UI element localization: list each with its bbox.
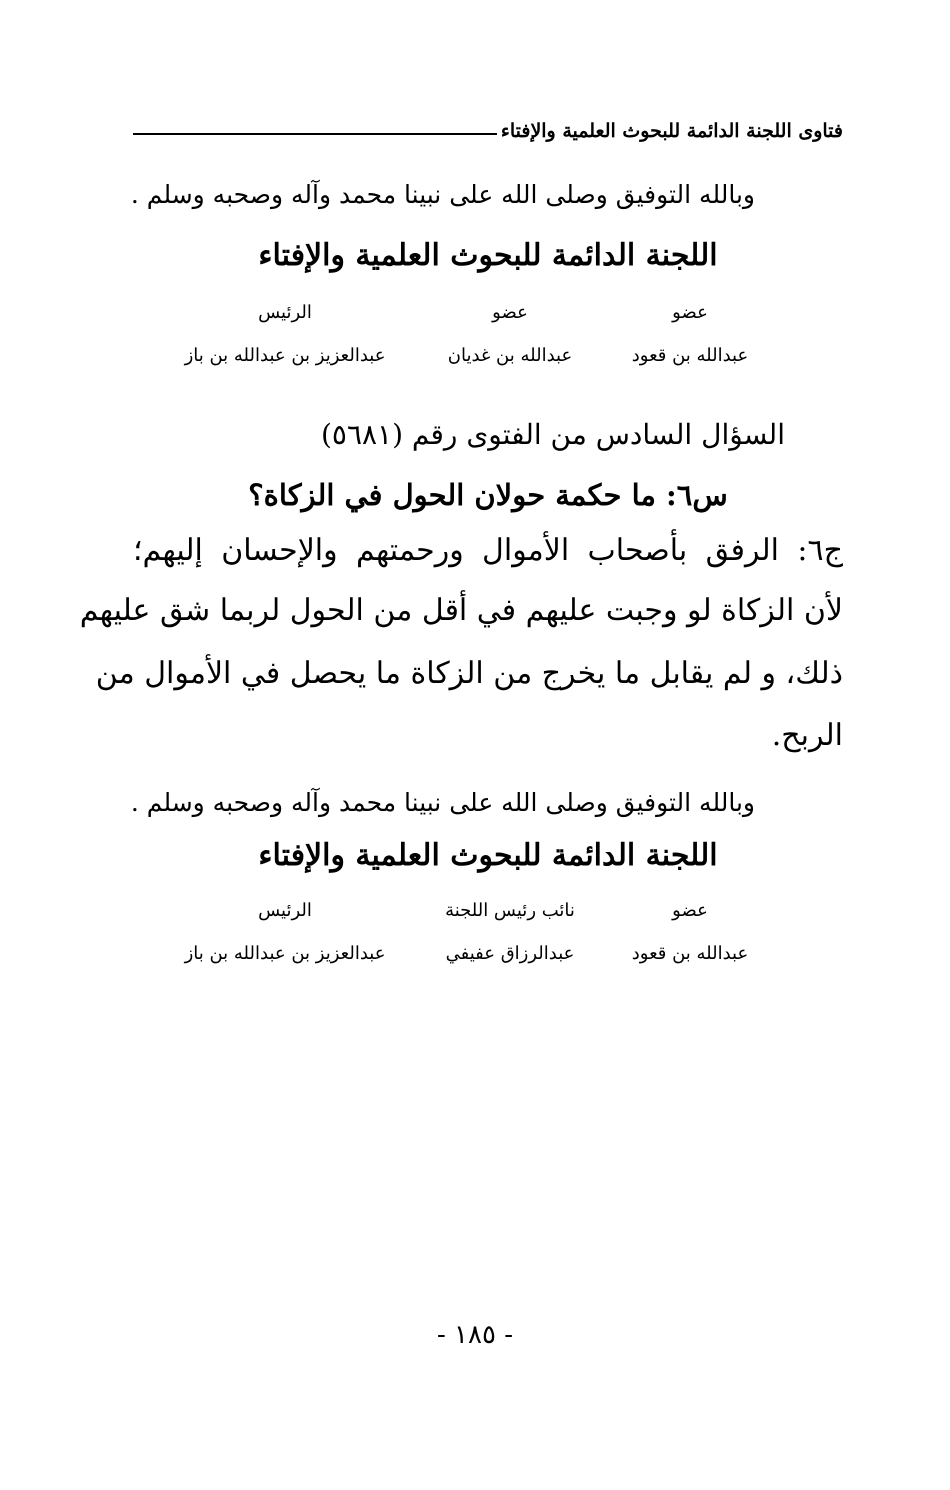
signatory-name: عبدالعزيز بن عبدالله بن باز (184, 943, 386, 964)
signatory-name: عبدالله بن قعود (631, 943, 749, 964)
signatory-roles-row (170, 302, 760, 323)
header-rule (133, 133, 497, 135)
signatory-role: عضو (672, 302, 708, 323)
answer-line: الربح. (771, 718, 843, 753)
signatory-names-row (170, 943, 760, 964)
signatory-names-row (170, 345, 760, 366)
signatory-role: عضو (492, 302, 528, 323)
signatory-role: الرئيس (258, 302, 312, 323)
signatory-role: عضو (672, 900, 708, 921)
running-header (133, 112, 843, 142)
fatwa-heading: السؤال السادس من الفتوى رقم (٥٦٨١) (320, 418, 785, 451)
signatory-role: نائب رئيس اللجنة (445, 900, 575, 921)
page-number: - ١٨٥ - (436, 1320, 514, 1350)
committee-name: اللجنة الدائمة للبحوث العلمية والإفتاء (258, 838, 718, 873)
closing-formula: وبالله التوفيق وصلى الله على نبينا محمد وآله وصحبه وسلم . (130, 180, 755, 209)
answer-line: لأن الزكاة لو وجبت عليهم في أقل من الحول لربما شق عليهم (79, 593, 843, 628)
running-title: فتاوى اللجنة الدائمة للبحوث العلمية والإفتاء (500, 120, 843, 142)
signatory-roles-row (170, 900, 760, 921)
signatory-role: الرئيس (258, 900, 312, 921)
closing-formula: وبالله التوفيق وصلى الله على نبينا محمد وآله وصحبه وسلم . (130, 788, 755, 817)
signatory-name: عبدالله بن قعود (631, 345, 749, 366)
signatory-name: عبدالرزاق عفيفي (445, 943, 575, 964)
signatory-name: عبدالله بن غديان (447, 345, 573, 366)
answer-line: ج٦: الرفق بأصحاب الأموال ورحمتهم والإحسان إليهم؛ (133, 533, 843, 568)
committee-name: اللجنة الدائمة للبحوث العلمية والإفتاء (258, 238, 718, 273)
question-text: س٦: ما حكمة حولان الحول في الزكاة؟ (248, 478, 728, 512)
signatory-name: عبدالعزيز بن عبدالله بن باز (184, 345, 386, 366)
answer-line: ذلك، و لم يقابل ما يخرج من الزكاة ما يحصل في الأموال من (95, 656, 843, 691)
